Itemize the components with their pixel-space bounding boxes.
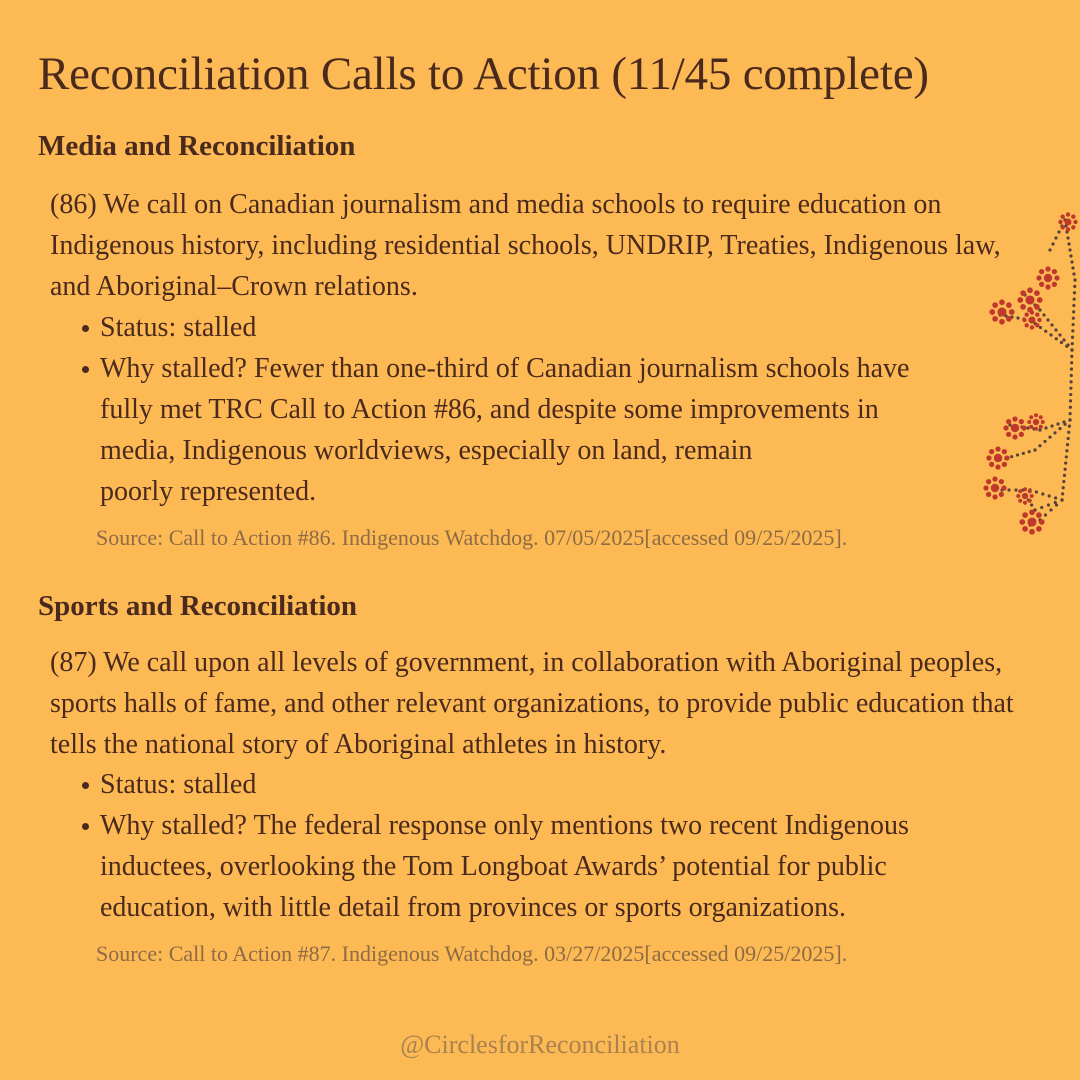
stem-dot — [1007, 488, 1010, 491]
stem-dot — [1065, 449, 1068, 452]
bloom-petal — [1034, 304, 1040, 310]
bloom-petal — [989, 462, 994, 467]
bloom-petal — [999, 319, 1005, 325]
stem-dot — [1048, 436, 1051, 439]
bloom-petal — [1060, 225, 1064, 229]
bloom-petal — [1004, 455, 1009, 460]
stem-dot — [1072, 317, 1075, 320]
stem-dot — [1069, 393, 1072, 396]
bloom-petal — [1034, 427, 1038, 431]
bloom-petal — [995, 464, 1000, 469]
call-87-status: Status: stalled — [100, 764, 1020, 805]
bloom-petal — [1036, 526, 1042, 532]
bloom-petal — [1037, 297, 1043, 303]
stem-dot — [1063, 474, 1066, 477]
call-86-why-line: Why stalled? Fewer than one-third of Canadian journalism schools have — [100, 353, 910, 384]
call-86-why-line: poorly represented. — [100, 476, 317, 507]
bloom-petal — [1045, 284, 1050, 289]
stem-dot — [1049, 333, 1052, 336]
stem-dot — [1069, 406, 1072, 409]
bloom-petal — [1022, 512, 1028, 518]
bloom-petal — [992, 476, 997, 481]
bloom-petal — [1024, 323, 1028, 327]
bloom-petal — [1034, 290, 1040, 296]
stem-dot — [1044, 513, 1047, 516]
bloom-petal — [1045, 266, 1050, 271]
bloom-petal — [1002, 449, 1007, 454]
bloom-petal — [1030, 494, 1034, 498]
call-87-source: Source: Call to Action #87. Indigenous Watchdog. 03/27/2025[accessed 09/25/2025]. — [96, 941, 848, 966]
stem-dot — [1072, 304, 1075, 307]
stem-dot — [1063, 468, 1066, 471]
stem-dot — [1047, 503, 1050, 506]
bloom-petal — [1018, 489, 1022, 493]
bloom-petal — [1039, 519, 1045, 525]
call-86-status: Status: stalled — [100, 307, 1020, 348]
stem-dot — [1055, 337, 1058, 340]
bloom-petal — [1023, 487, 1027, 491]
bloom-petal — [1037, 318, 1041, 322]
stem-dot — [1070, 348, 1073, 351]
call-86-source: Source: Call to Action #86. Indigenous Watchdog. 07/05/2025[accessed 09/25/2025]. — [96, 525, 848, 550]
bloom-petal — [1073, 220, 1077, 224]
call-87-why-stalled — [100, 805, 1020, 928]
bloom-petal — [999, 299, 1005, 305]
bloom-petal — [989, 309, 995, 315]
bloom-petal — [1019, 419, 1024, 424]
bloom-petal — [1071, 225, 1075, 229]
bloom-petal — [1034, 413, 1038, 417]
stem-dot — [1058, 333, 1061, 336]
bloom-petal — [1035, 323, 1039, 327]
stem-dot — [1071, 329, 1074, 332]
bloom-petal — [1006, 432, 1011, 437]
stem-dot — [1072, 272, 1075, 275]
stem-dot — [1050, 323, 1053, 326]
bloom-petal — [1066, 227, 1070, 231]
stem-dot — [1066, 236, 1069, 239]
stem-dot — [1038, 428, 1041, 431]
bloom-petal — [986, 455, 991, 460]
bloom-petal — [999, 492, 1004, 497]
stem-dot — [1053, 431, 1056, 434]
call-86-why-line: fully met TRC Call to Action #86, and despite some improvements in — [100, 394, 879, 425]
bloom-petal — [1039, 282, 1044, 287]
social-handle: @CirclesforReconciliation — [400, 1030, 680, 1059]
call-87-why-line: education, with little detail from provinces or sports organizations. — [100, 892, 846, 923]
bloom-petal — [995, 446, 1000, 451]
stem-dot — [1068, 418, 1071, 421]
stem-dot — [1071, 342, 1074, 345]
stem-dot — [1062, 338, 1065, 341]
bloom-petal — [983, 485, 988, 490]
bloom-petal — [1012, 434, 1017, 439]
stem-dot — [1016, 453, 1019, 456]
stem-dot — [1062, 480, 1065, 483]
stem-dot — [1067, 431, 1070, 434]
bloom-petal — [1009, 309, 1015, 315]
bloom-petal — [1020, 304, 1026, 310]
section-heading-sports: Sports and Reconciliation — [38, 590, 358, 622]
stem-dot — [1069, 412, 1072, 415]
bloom-petal — [1039, 269, 1044, 274]
bloom-petal — [1022, 526, 1028, 532]
bloom-petal — [992, 302, 998, 308]
bloom-center — [1033, 419, 1039, 425]
stem-dot — [1060, 341, 1063, 344]
stem-dot — [1041, 492, 1044, 495]
stem-dot — [1069, 399, 1072, 402]
stem-dot — [1070, 355, 1073, 358]
bloom-petal — [1023, 501, 1027, 505]
bloom-petal — [1066, 212, 1070, 216]
bloom-center — [1027, 517, 1036, 526]
bloom-petal — [1024, 312, 1028, 316]
stem-dot — [1061, 492, 1064, 495]
stem-dot — [1069, 254, 1072, 257]
stem-dot — [1073, 297, 1076, 300]
stem-dot — [1051, 242, 1054, 245]
stem-dot — [1016, 316, 1019, 319]
call-87-why-line: Why stalled? The federal response only mentions two recent Indigenous — [100, 810, 909, 841]
bloom-center — [1065, 219, 1072, 226]
bloom-petal — [1029, 415, 1033, 419]
bloom-petal — [1036, 275, 1041, 280]
stem-dot — [1067, 437, 1070, 440]
stem-dot — [1068, 248, 1071, 251]
stem-dot — [1070, 374, 1073, 377]
bloom-petal — [1018, 499, 1022, 503]
stem-dot — [1068, 425, 1071, 428]
bloom-center — [991, 484, 999, 492]
stem-dot — [1070, 260, 1073, 263]
call-87-why-line: inductees, overlooking the Tom Longboat Awards’ potential for public — [100, 851, 887, 882]
stem-dot — [1010, 455, 1013, 458]
stem-dot — [1048, 494, 1051, 497]
bloom-petal — [1058, 220, 1062, 224]
stem-dot — [1049, 508, 1052, 511]
stem-dot — [1065, 455, 1068, 458]
stem-dot — [1039, 326, 1042, 329]
flower-stems — [993, 218, 1076, 526]
stem-dot — [1060, 498, 1063, 501]
stem-dot — [1069, 387, 1072, 390]
stem-dot — [1014, 488, 1017, 491]
bloom-petal — [1052, 269, 1057, 274]
bloom-petal — [1019, 519, 1025, 525]
bloom-petal — [1054, 275, 1059, 280]
bloom-petal — [989, 449, 994, 454]
stem-dot — [1048, 248, 1051, 251]
bloom-petal — [1017, 297, 1023, 303]
stem-dot — [1058, 427, 1061, 430]
bloom-center — [994, 454, 1002, 462]
bloom-center — [1025, 295, 1034, 304]
stem-dot — [1054, 496, 1057, 499]
bloom-petal — [986, 479, 991, 484]
bloom-petal — [1006, 419, 1011, 424]
stem-dot — [1071, 336, 1074, 339]
stem-dot — [1065, 345, 1068, 348]
dot-flower-illustration-icon — [970, 200, 1080, 550]
bloom-petal — [1006, 316, 1012, 322]
stem-dot — [1064, 461, 1067, 464]
call-86-why-stalled — [100, 348, 1020, 512]
stem-dot — [1072, 310, 1075, 313]
stem-dot — [1066, 443, 1069, 446]
bloom-petal — [1016, 494, 1020, 498]
stem-dot — [1070, 361, 1073, 364]
bloom-petal — [1003, 425, 1008, 430]
call-to-action-86-text: (86) We call on Canadian journalism and media schools to require education on Indigenous history, including residential schools, UNDRIP, Treaties, Indigenous law, and Aboriginal–Crown relations. — [50, 189, 1001, 302]
bloom-petal — [1039, 425, 1043, 429]
bloom-petal — [1030, 325, 1034, 329]
stem-dot — [1057, 230, 1060, 233]
stem-dot — [1026, 426, 1029, 429]
stem-dot — [1042, 313, 1045, 316]
bloom-petal — [1029, 509, 1035, 515]
stem-dot — [1054, 236, 1057, 239]
stem-dot — [1046, 318, 1049, 321]
bloom-petal — [1001, 485, 1006, 490]
bloom-petal — [999, 479, 1004, 484]
bloom-petal — [1020, 290, 1026, 296]
bloom-petal — [1027, 420, 1031, 424]
bloom-petal — [1027, 287, 1033, 293]
bloom-petal — [1060, 214, 1064, 218]
stem-dot — [1070, 367, 1073, 370]
bloom-petal — [1006, 302, 1012, 308]
stem-dot — [1062, 486, 1065, 489]
bloom-petal — [1030, 310, 1034, 314]
stem-dot — [1022, 452, 1025, 455]
stem-dot — [1073, 285, 1076, 288]
call-to-action-87-text: (87) We call upon all levels of government, in collaboration with Aboriginal peoples, sports halls of fame, and other relevant organizations, to provide public education that tells the national story of Aboriginal athletes in history. — [50, 647, 1014, 760]
bloom-petal — [1071, 214, 1075, 218]
stem-dot — [1043, 440, 1046, 443]
bloom-center — [1011, 424, 1019, 432]
stem-dot — [1033, 448, 1036, 451]
stem-dot — [1040, 506, 1043, 509]
bloom-center — [997, 307, 1006, 316]
bloom-petal — [1029, 425, 1033, 429]
stem-dot — [1063, 423, 1066, 426]
section-heading-media: Media and Reconciliation — [38, 130, 356, 162]
stem-dot — [1071, 266, 1074, 269]
stem-dot — [1069, 380, 1072, 383]
stem-dot — [1044, 426, 1047, 429]
bloom-petal — [992, 494, 997, 499]
bloom-center — [1022, 493, 1028, 499]
stem-dot — [1071, 323, 1074, 326]
bloom-petal — [1028, 489, 1032, 493]
bloom-petal — [986, 492, 991, 497]
stem-dot — [1028, 450, 1031, 453]
call-86-bullets — [100, 307, 1020, 512]
bloom-petal — [1036, 512, 1042, 518]
page-title: Reconciliation Calls to Action (11/45 complete) — [38, 48, 929, 100]
bloom-petal — [1019, 432, 1024, 437]
stem-dot — [1056, 422, 1059, 425]
bloom-petal — [1052, 282, 1057, 287]
bloom-petal — [1021, 425, 1026, 430]
bloom-petal — [1012, 416, 1017, 421]
stem-dot — [1044, 330, 1047, 333]
bloom-petal — [1029, 529, 1035, 535]
bloom-center — [1029, 317, 1036, 324]
stem-dot — [1067, 242, 1070, 245]
call-87-bullets — [100, 764, 1020, 928]
bloom-center — [1044, 274, 1052, 282]
bloom-petal — [1035, 312, 1039, 316]
bloom-petal — [992, 316, 998, 322]
stem-dot — [1073, 291, 1076, 294]
stem-dot — [1073, 278, 1076, 281]
stem-dot — [1054, 328, 1057, 331]
call-86-why-line: media, Indigenous worldviews, especially on land, remain — [100, 435, 753, 466]
stem-dot — [1054, 501, 1057, 504]
stem-dot — [1038, 444, 1041, 447]
stem-dot — [1035, 490, 1038, 493]
stem-dot — [1050, 424, 1053, 427]
bloom-petal — [1002, 462, 1007, 467]
stem-dot — [1030, 503, 1033, 506]
bloom-petal — [1041, 420, 1045, 424]
bloom-petal — [1028, 499, 1032, 503]
bloom-petal — [1039, 415, 1043, 419]
bloom-petal — [1022, 318, 1026, 322]
